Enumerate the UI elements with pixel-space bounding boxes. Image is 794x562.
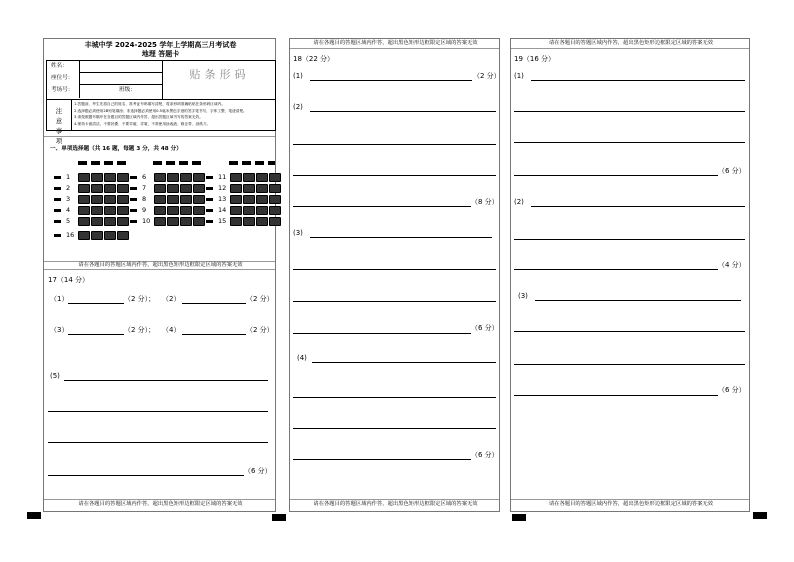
q19-part1-label: (1) — [514, 72, 524, 80]
answer-option-bubble[interactable] — [91, 206, 103, 215]
answer-option-bubble[interactable] — [256, 173, 268, 182]
q18-part3-answer-line[interactable] — [293, 333, 471, 334]
registration-mark — [27, 512, 41, 519]
question-number: 9 — [142, 206, 147, 214]
question-number: 10 — [142, 217, 151, 225]
question-number: 6 — [142, 173, 147, 181]
notes-box — [46, 99, 276, 145]
q19-part3-label: (3) — [518, 292, 528, 300]
name-field[interactable] — [79, 61, 162, 73]
answer-option-bubble[interactable] — [256, 184, 268, 193]
answer-option-bubble[interactable] — [193, 206, 205, 215]
q17-part5-answer-line[interactable] — [48, 442, 268, 443]
answer-option-bubble[interactable] — [230, 184, 242, 193]
timing-mark — [206, 176, 213, 179]
q18-part2-answer-line[interactable] — [310, 111, 496, 112]
answer-option-bubble[interactable] — [167, 184, 179, 193]
answer-option-bubble[interactable] — [243, 195, 255, 204]
answer-option-bubble[interactable] — [104, 231, 116, 240]
q17-part3-score: （2 分）； — [124, 326, 156, 334]
question-number: 1 — [66, 173, 71, 181]
answer-option-bubble[interactable] — [104, 184, 116, 193]
answer-option-bubble[interactable] — [154, 184, 166, 193]
registration-mark — [272, 514, 286, 521]
q19-part2-answer-line[interactable] — [514, 269, 718, 270]
answer-option-bubble[interactable] — [167, 195, 179, 204]
q18-part2-answer-line[interactable] — [293, 206, 471, 207]
q17-part3-label: （3） — [50, 326, 69, 334]
question-number: 11 — [218, 173, 227, 181]
q17-part4-label: （4） — [162, 326, 181, 334]
answer-option-bubble[interactable] — [154, 173, 166, 182]
question-number: 4 — [66, 206, 71, 214]
q18-part2-score: （8 分） — [471, 198, 499, 206]
q18-part2-label: (2) — [293, 103, 303, 111]
q18-part2-answer-line[interactable] — [293, 144, 496, 145]
q18-part3-answer-line[interactable] — [293, 301, 496, 302]
q18-part1-score: （2 分） — [473, 72, 501, 80]
question-number: 14 — [218, 206, 227, 214]
answer-option-bubble[interactable] — [117, 231, 129, 240]
answer-option-bubble[interactable] — [269, 206, 281, 215]
timing-mark — [206, 220, 213, 223]
notes-label: 注意事项 — [55, 107, 63, 145]
timing-mark — [130, 209, 137, 212]
answer-option-bubble[interactable] — [154, 206, 166, 215]
q17-part5-answer-line[interactable] — [64, 380, 268, 381]
name-label: 姓名： — [51, 63, 68, 69]
answer-option-bubble[interactable] — [104, 195, 116, 204]
answer-option-bubble[interactable] — [91, 184, 103, 193]
answer-option-bubble[interactable] — [91, 195, 103, 204]
q17-part3-answer-line[interactable] — [68, 334, 124, 335]
answer-option-bubble[interactable] — [180, 173, 192, 182]
q18-part4-answer-line[interactable] — [293, 428, 496, 429]
answer-option-bubble[interactable] — [230, 206, 242, 215]
q19-part3-answer-line[interactable] — [514, 395, 718, 396]
q18-part4-answer-line[interactable] — [293, 397, 496, 398]
q19-part2-score: （4 分） — [718, 261, 746, 269]
answer-column-2 — [289, 38, 500, 512]
timing-mark — [130, 176, 137, 179]
q18-part4-answer-line[interactable] — [312, 362, 496, 363]
timing-mark — [54, 209, 61, 212]
q17-part5-answer-line[interactable] — [48, 475, 244, 476]
timing-mark — [54, 187, 61, 190]
answer-option-bubble[interactable] — [78, 195, 90, 204]
q17-part4-answer-line[interactable] — [182, 334, 246, 335]
q18-part1-label: (1) — [293, 72, 303, 80]
q17-part1-score: （2 分）； — [124, 295, 156, 303]
timing-mark — [130, 198, 137, 201]
multiple-choice-grid — [44, 173, 277, 253]
answer-option-bubble[interactable] — [193, 184, 205, 193]
student-info-table — [46, 60, 276, 100]
answer-option-bubble[interactable] — [193, 217, 205, 226]
answer-option-bubble[interactable] — [243, 206, 255, 215]
note-item: 2.选择题必须使用2B铅笔填涂；非选择题必须使用0.5毫米黑色字迹的签字笔书写，字体工整、笔迹清楚。 — [74, 108, 247, 113]
answer-option-bubble[interactable] — [154, 217, 166, 226]
answer-option-bubble[interactable] — [269, 195, 281, 204]
q17-part2-label: （2） — [162, 295, 181, 303]
question-number: 8 — [142, 195, 147, 203]
q17-part5-label: (5) — [50, 372, 60, 380]
answer-option-bubble[interactable] — [167, 206, 179, 215]
question-number: 16 — [66, 231, 75, 239]
answer-option-bubble[interactable] — [230, 217, 242, 226]
answer-option-bubble[interactable] — [230, 195, 242, 204]
answer-option-bubble[interactable] — [91, 231, 103, 240]
answer-option-bubble[interactable] — [243, 184, 255, 193]
q18-title: 18（22 分） — [293, 55, 335, 63]
q17-part5-score: （6 分） — [244, 467, 272, 475]
q18-part4-label: (4) — [297, 354, 307, 362]
q19-part3-answer-line[interactable] — [514, 331, 745, 332]
answer-area-notice: 请在各题目的答题区域内作答，超出黑色矩形边框限定区域的答案无效 — [548, 40, 714, 46]
barcode-label: 贴条形码 — [189, 68, 250, 81]
answer-area-notice: 请在各题目的答题区域内作答，超出黑色矩形边框限定区域的答案无效 — [313, 501, 478, 507]
answer-option-bubble[interactable] — [180, 206, 192, 215]
registration-mark — [512, 514, 526, 521]
q18-part4-answer-line[interactable] — [293, 459, 471, 460]
answer-option-bubble[interactable] — [104, 217, 116, 226]
timing-mark — [54, 176, 61, 179]
answer-option-bubble[interactable] — [243, 173, 255, 182]
answer-option-bubble[interactable] — [256, 217, 268, 226]
answer-option-bubble[interactable] — [167, 173, 179, 182]
answer-option-bubble[interactable] — [269, 173, 281, 182]
answer-option-bubble[interactable] — [78, 217, 90, 226]
q19-part1-answer-line[interactable] — [514, 111, 745, 112]
question-number: 12 — [218, 184, 227, 192]
q17-part1-answer-line[interactable] — [68, 303, 124, 304]
answer-option-bubble[interactable] — [230, 173, 242, 182]
q19-part3-score: （6 分） — [718, 386, 746, 394]
timing-mark — [130, 187, 137, 190]
q18-part2-answer-line[interactable] — [293, 175, 496, 176]
exam-title: 丰城中学 2024-2025 学年上学期高三月考试卷 — [84, 41, 237, 49]
answer-option-bubble[interactable] — [180, 195, 192, 204]
answer-option-bubble[interactable] — [91, 173, 103, 182]
answer-option-bubble[interactable] — [269, 184, 281, 193]
q18-part1-answer-line[interactable] — [310, 80, 472, 81]
q17-part2-score: （2 分） — [246, 295, 274, 303]
answer-option-bubble[interactable] — [243, 217, 255, 226]
q18-part3-label: (3) — [293, 229, 303, 237]
q19-part1-score: （6 分） — [718, 167, 746, 175]
q18-part3-answer-line[interactable] — [310, 237, 492, 238]
answer-option-bubble[interactable] — [104, 173, 116, 182]
timing-mark — [206, 209, 213, 212]
notes-list — [74, 101, 272, 127]
q17-part5-answer-line[interactable] — [48, 411, 268, 412]
answer-option-bubble[interactable] — [78, 206, 90, 215]
answer-option-bubble[interactable] — [78, 184, 90, 193]
seat-label: 座位号： — [51, 75, 74, 81]
answer-option-bubble[interactable] — [256, 195, 268, 204]
question-number: 5 — [66, 217, 71, 225]
section1-title: 一、单项选择题（共 16 题，每题 3 分，共 48 分） — [50, 146, 182, 152]
room-label: 考场号： — [51, 87, 74, 93]
q19-part2-answer-line[interactable] — [531, 206, 745, 207]
q17-part1-label: （1） — [50, 295, 69, 303]
note-item: 4.保持卡面清洁，不要折叠、不要弄破、弄皱，不准使用涂改液、修正带、刮纸刀。 — [74, 121, 211, 126]
answer-option-bubble[interactable] — [117, 184, 129, 193]
answer-area-notice: 请在各题目的答题区域内作答，超出黑色矩形边框限定区域的答案无效 — [313, 40, 478, 46]
q18-part3-score: （6 分） — [471, 324, 499, 332]
answer-option-bubble[interactable] — [117, 173, 129, 182]
q18-part3-answer-line[interactable] — [293, 269, 496, 270]
answer-option-bubble[interactable] — [117, 217, 129, 226]
answer-option-bubble[interactable] — [167, 217, 179, 226]
question-number: 15 — [218, 217, 227, 225]
timing-mark — [54, 234, 61, 237]
answer-option-bubble[interactable] — [117, 206, 129, 215]
answer-area-notice: 请在各题目的答题区域内作答，超出黑色矩形边框限定区域的答案无效 — [78, 501, 243, 507]
registration-mark — [753, 512, 767, 519]
q19-part2-answer-line[interactable] — [514, 239, 745, 240]
q19-part3-answer-line[interactable] — [535, 300, 741, 301]
answer-column-1 — [43, 38, 276, 512]
answer-option-bubble[interactable] — [78, 173, 90, 182]
seat-field[interactable] — [79, 73, 162, 85]
class-field[interactable] — [139, 85, 161, 98]
q19-title: 19（16 分） — [514, 55, 556, 63]
question-number: 13 — [218, 195, 227, 203]
answer-option-bubble[interactable] — [256, 206, 268, 215]
timing-mark — [54, 220, 61, 223]
answer-option-bubble[interactable] — [104, 206, 116, 215]
q18-part4-score: （6 分） — [471, 451, 499, 459]
q19-part1-answer-line[interactable] — [514, 142, 745, 143]
timing-mark — [206, 187, 213, 190]
answer-option-bubble[interactable] — [193, 173, 205, 182]
answer-area-notice: 请在各题目的答题区域内作答，超出黑色矩形边框限定区域的答案无效 — [548, 501, 714, 507]
answer-option-bubble[interactable] — [117, 195, 129, 204]
timing-mark — [206, 198, 213, 201]
answer-option-bubble[interactable] — [193, 195, 205, 204]
answer-option-bubble[interactable] — [269, 217, 281, 226]
q19-part1-answer-line[interactable] — [531, 80, 745, 81]
question-number: 2 — [66, 184, 71, 192]
room-field[interactable] — [79, 85, 110, 98]
answer-option-bubble[interactable] — [154, 195, 166, 204]
timing-marks — [44, 161, 277, 167]
note-item: 3.请按照题号顺序在各题目的答题区域内作答，超出答题区域书写的答案无效。 — [74, 115, 203, 119]
q19-part3-answer-line[interactable] — [514, 364, 745, 365]
answer-option-bubble[interactable] — [78, 231, 90, 240]
q19-part2-label: (2) — [514, 198, 524, 206]
note-item: 1.答题前，考生先将自己的姓名、准考证号码填写清楚，将条形码准确粘贴在条形码区域内。 — [74, 102, 226, 106]
q17-part4-score: （2 分） — [246, 326, 274, 334]
question-number: 3 — [66, 195, 71, 203]
answer-option-bubble[interactable] — [91, 217, 103, 226]
answer-column-3 — [510, 38, 750, 512]
question-number: 7 — [142, 184, 147, 192]
exam-subtitle: 地理 答题卡 — [141, 50, 180, 58]
class-label: 班级： — [119, 87, 136, 93]
q17-part2-answer-line[interactable] — [182, 303, 246, 304]
answer-option-bubble[interactable] — [180, 184, 192, 193]
answer-area-notice: 请在各题目的答题区域内作答，超出黑色矩形边框限定区域的答案无效 — [78, 262, 243, 268]
timing-mark — [54, 198, 61, 201]
q17-title: 17（14 分） — [48, 276, 90, 284]
answer-option-bubble[interactable] — [180, 217, 192, 226]
q19-part1-answer-line[interactable] — [514, 175, 718, 176]
timing-mark — [130, 220, 137, 223]
